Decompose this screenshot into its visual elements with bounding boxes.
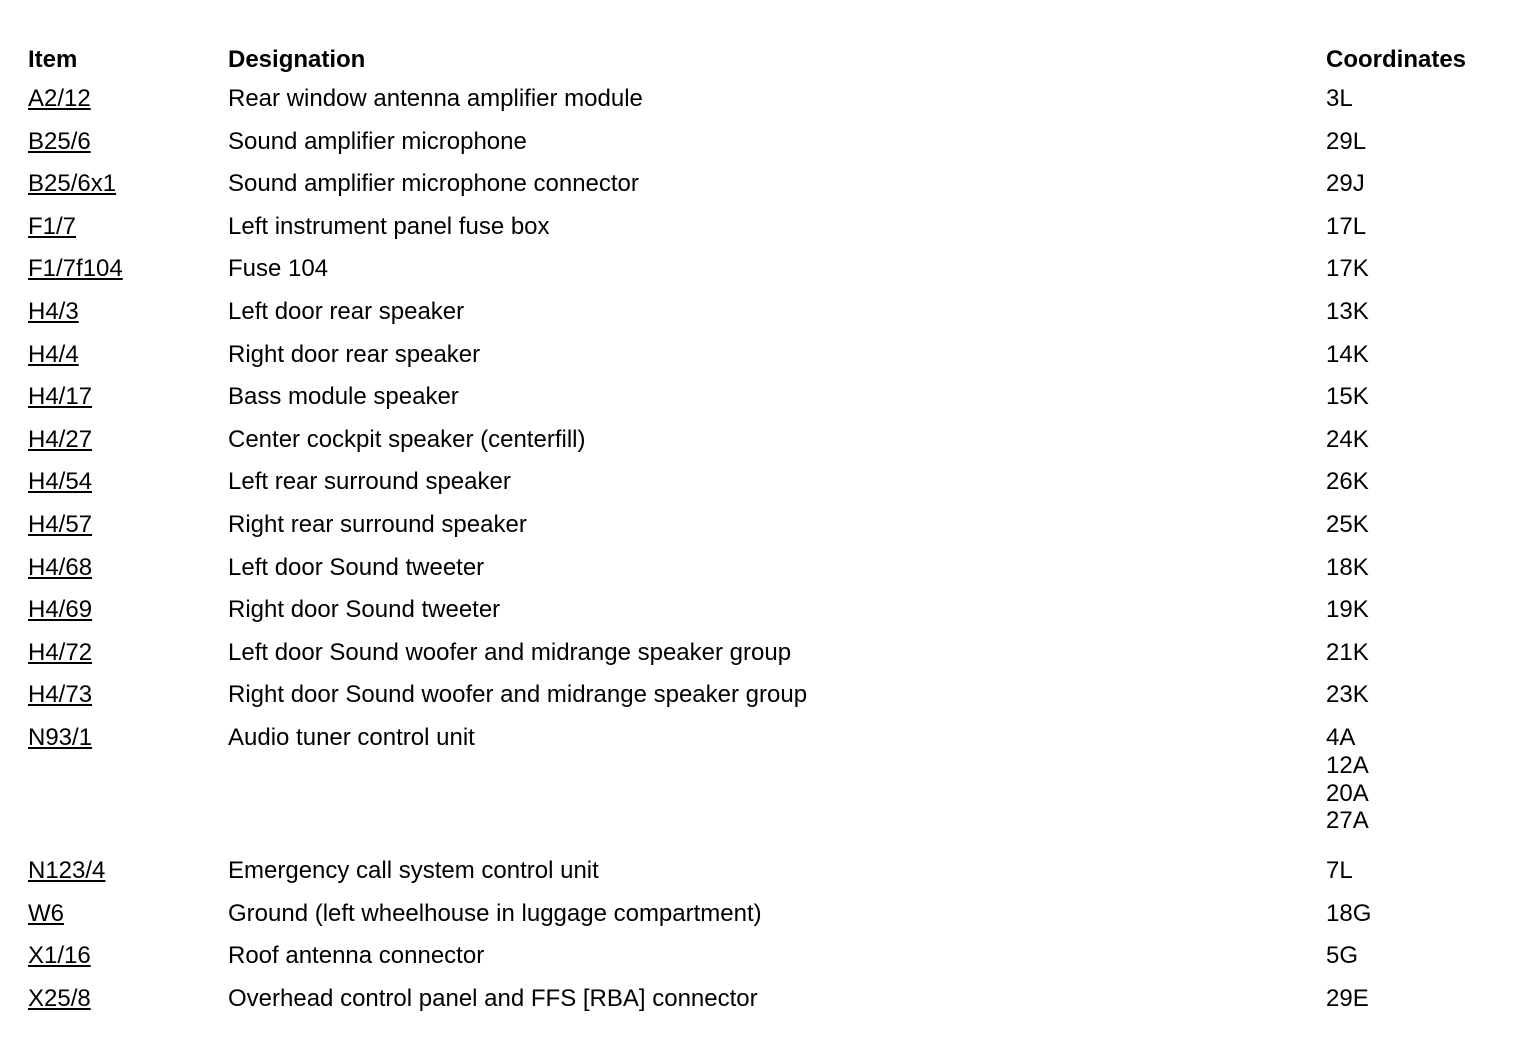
- item-cell: [28, 121, 228, 164]
- designation-cell: Rear window antenna amplifier module: [228, 85, 643, 112]
- item-cell: [28, 376, 228, 419]
- item-link[interactable]: X1/16: [28, 942, 91, 970]
- table-row: [28, 589, 1498, 632]
- designation-cell: Sound amplifier microphone connector: [228, 170, 639, 198]
- table-row: [28, 78, 1498, 121]
- item-link[interactable]: H4/69: [28, 596, 93, 624]
- item-link[interactable]: B25/6: [28, 127, 91, 155]
- coordinates-cell: [1326, 206, 1498, 249]
- designation-cell: Left door Sound woofer and midrange speaker group: [228, 638, 792, 666]
- coordinates-cell: [1326, 674, 1498, 717]
- table-row: [28, 291, 1498, 334]
- coordinates-cell: [1326, 850, 1498, 893]
- coordinates-cell: [1326, 978, 1498, 1021]
- coordinate-value: 29E: [1326, 984, 1369, 1012]
- coordinate-value: 20A: [1326, 779, 1369, 807]
- item-cell: [28, 78, 228, 121]
- coordinates-cell: [1326, 376, 1498, 419]
- item-link[interactable]: B25/6x1: [28, 170, 117, 198]
- table-row: [28, 717, 1498, 850]
- coordinates-cell: [1326, 121, 1498, 164]
- designation-cell: Ground (left wheelhouse in luggage compartment): [228, 899, 762, 927]
- designation-cell: Roof antenna connector: [228, 942, 485, 970]
- coordinates-cell: [1326, 248, 1498, 291]
- table-row: [28, 632, 1498, 675]
- coordinates-cell: [1326, 935, 1498, 978]
- item-link[interactable]: H4/54: [28, 468, 93, 496]
- column-header-coordinates: Coordinates: [1326, 46, 1467, 73]
- item-link[interactable]: W6: [28, 899, 64, 927]
- table-row: [28, 674, 1498, 717]
- table-body: [28, 78, 1498, 1020]
- coordinates-cell: [1326, 461, 1498, 504]
- designation-cell: Audio tuner control unit: [228, 723, 475, 751]
- table-row: [28, 978, 1498, 1021]
- item-cell: [28, 504, 228, 547]
- item-cell: [28, 850, 228, 893]
- coordinate-value: 12A: [1326, 751, 1369, 779]
- designation-cell: Left rear surround speaker: [228, 468, 511, 496]
- table-row: [28, 935, 1498, 978]
- coordinate-value: 24K: [1326, 425, 1369, 453]
- table-row: [28, 121, 1498, 164]
- table-row: [28, 206, 1498, 249]
- coordinates-cell: [1326, 632, 1498, 675]
- coordinate-value: 18G: [1326, 899, 1372, 927]
- item-cell: [28, 589, 228, 632]
- coordinates-cell: [1326, 163, 1498, 206]
- item-cell: [28, 547, 228, 590]
- table-row: [28, 547, 1498, 590]
- coordinate-value: 29J: [1326, 170, 1365, 198]
- item-cell: [28, 935, 228, 978]
- item-cell: [28, 674, 228, 717]
- item-cell: [28, 291, 228, 334]
- coordinate-value: 21K: [1326, 638, 1369, 666]
- coordinate-value: 23K: [1326, 681, 1369, 709]
- coordinate-value: 26K: [1326, 468, 1369, 496]
- coordinate-value: 4A: [1326, 723, 1356, 751]
- coordinate-value: 5G: [1326, 942, 1359, 970]
- coordinate-value: 27A: [1326, 807, 1369, 835]
- designation-cell: Emergency call system control unit: [228, 856, 599, 884]
- designation-cell: Left door rear speaker: [228, 297, 465, 325]
- item-link[interactable]: N93/1: [28, 723, 93, 751]
- coordinates-cell: [1326, 893, 1498, 936]
- coordinates-cell: [1326, 78, 1498, 121]
- item-cell: [28, 978, 228, 1021]
- item-link[interactable]: H4/17: [28, 383, 93, 411]
- table-row: [28, 893, 1498, 936]
- component-legend-table: [28, 41, 1498, 1020]
- table-row: [28, 248, 1498, 291]
- designation-cell: Center cockpit speaker (centerfill): [228, 425, 586, 453]
- item-cell: [28, 248, 228, 291]
- designation-cell: Bass module speaker: [228, 383, 459, 411]
- coordinate-value: 25K: [1326, 510, 1369, 538]
- item-cell: [28, 893, 228, 936]
- coordinates-cell: [1326, 291, 1498, 334]
- table-row: [28, 376, 1498, 419]
- coordinate-value: 3L: [1326, 85, 1353, 112]
- designation-cell: Overhead control panel and FFS [RBA] connector: [228, 984, 758, 1012]
- table-row: [28, 850, 1498, 893]
- coordinate-value: 13K: [1326, 297, 1369, 325]
- item-cell: [28, 717, 228, 850]
- column-header-designation: Designation: [228, 46, 366, 73]
- coordinates-cell: [1326, 589, 1498, 632]
- column-header-item: Item: [28, 46, 78, 73]
- table-row: [28, 504, 1498, 547]
- table-row: [28, 461, 1498, 504]
- item-cell: [28, 334, 228, 377]
- item-cell: [28, 632, 228, 675]
- designation-cell: Right door Sound tweeter: [228, 596, 501, 624]
- coordinates-cell: [1326, 547, 1498, 590]
- coordinate-value: 15K: [1326, 383, 1369, 411]
- table-row: [28, 163, 1498, 206]
- coordinate-value: 17K: [1326, 255, 1369, 283]
- item-link[interactable]: H4/4: [28, 340, 79, 368]
- coordinates-cell: [1326, 419, 1498, 462]
- designation-cell: Right rear surround speaker: [228, 510, 527, 538]
- item-link[interactable]: H4/73: [28, 681, 93, 709]
- item-link[interactable]: N123/4: [28, 856, 106, 884]
- designation-cell: Right door Sound woofer and midrange speaker group: [228, 681, 808, 709]
- coordinates-cell: [1326, 504, 1498, 547]
- coordinate-value: 18K: [1326, 553, 1369, 581]
- item-link[interactable]: H4/3: [28, 297, 79, 325]
- item-link[interactable]: F1/7: [28, 212, 77, 240]
- item-cell: [28, 461, 228, 504]
- designation-cell: Right door rear speaker: [228, 340, 481, 368]
- item-link[interactable]: H4/27: [28, 425, 93, 453]
- coordinates-cell: [1326, 334, 1498, 377]
- item-link[interactable]: H4/72: [28, 638, 93, 666]
- item-link[interactable]: H4/68: [28, 553, 93, 581]
- coordinate-value: 14K: [1326, 340, 1369, 368]
- table-header-row: [28, 41, 1498, 78]
- designation-cell: Left door Sound tweeter: [228, 553, 485, 581]
- designation-cell: Left instrument panel fuse box: [228, 212, 550, 240]
- item-link[interactable]: F1/7f104: [28, 255, 123, 283]
- item-cell: [28, 163, 228, 206]
- coordinates-cell: [1326, 717, 1498, 850]
- table-row: [28, 334, 1498, 377]
- coordinate-value: 7L: [1326, 856, 1353, 884]
- item-link[interactable]: H4/57: [28, 510, 93, 538]
- item-cell: [28, 419, 228, 462]
- designation-cell: Fuse 104: [228, 255, 329, 283]
- item-cell: [28, 206, 228, 249]
- table-row: [28, 419, 1498, 462]
- designation-cell: Sound amplifier microphone: [228, 127, 527, 155]
- coordinate-value: 17L: [1326, 212, 1367, 240]
- coordinate-value: 29L: [1326, 127, 1367, 155]
- coordinate-value: 19K: [1326, 596, 1369, 624]
- item-link[interactable]: X25/8: [28, 984, 91, 1012]
- item-link[interactable]: A2/12: [28, 85, 91, 112]
